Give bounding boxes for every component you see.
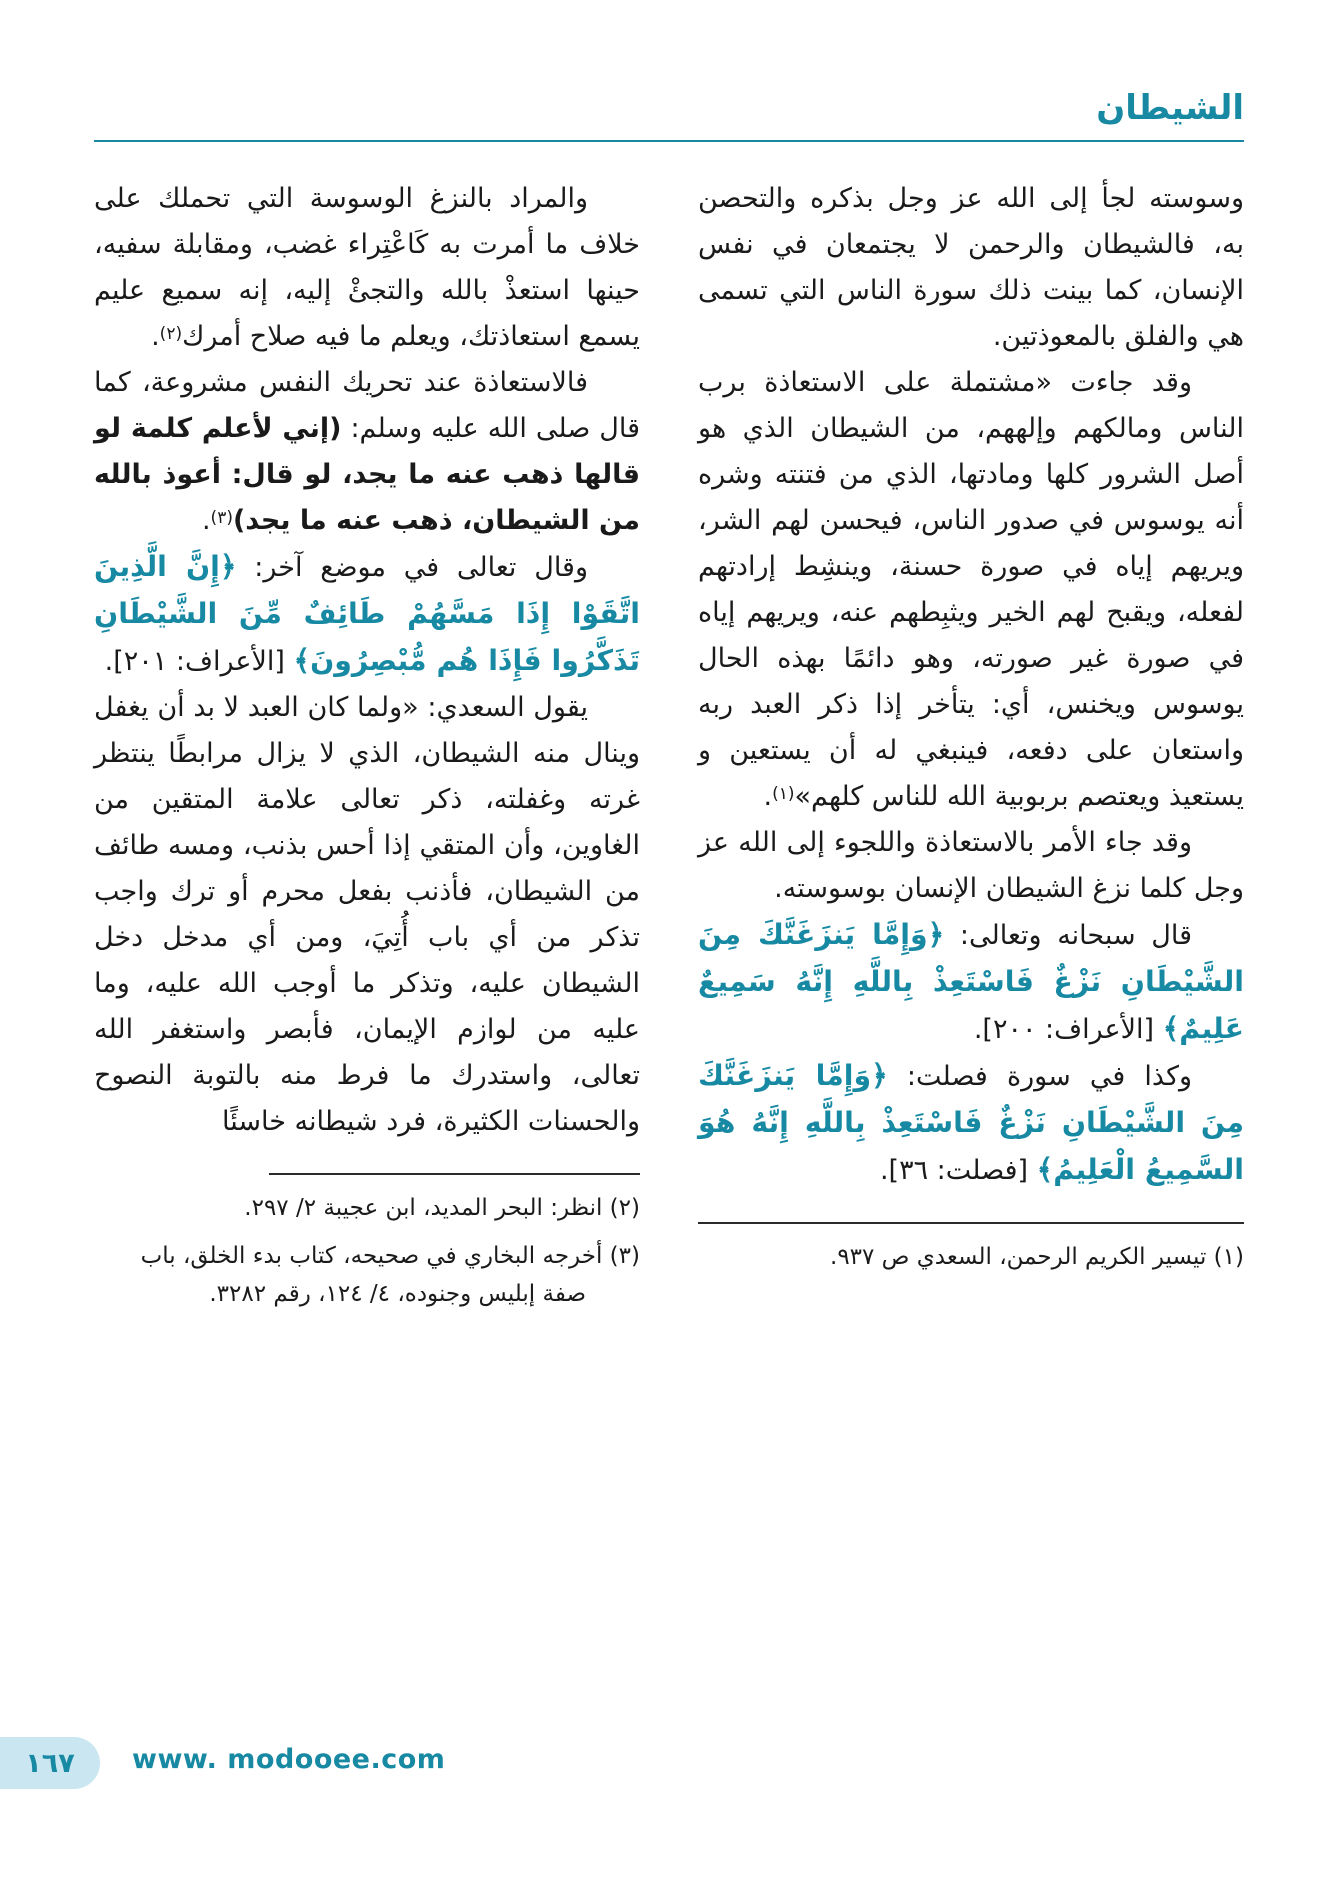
- column-left-body: [94, 176, 640, 1145]
- column-right: [698, 176, 1244, 1276]
- column-left-footnotes: [94, 1189, 640, 1313]
- footnote-marker: (٢): [159, 324, 183, 344]
- text-segment: والمراد بالنزغ الوسوسة التي تحملك على خلاف ما أمرت به كَاعْتِراء غضب، ومقابلة سفيه، حينها استعذْ بالله والتجئْ إليه، إنه سميع عليم يسمع استعاذتك، ويعلم ما فيه صلاح أمرك: [94, 183, 640, 352]
- footnote-rule-left: [269, 1173, 640, 1175]
- text-segment: .: [201, 505, 211, 536]
- paragraph: [698, 820, 1244, 912]
- quran-verse: ﴿إِنَّ الَّذِينَ اتَّقَوْا إِذَا مَسَّهُمْ طَائِفٌ مِّنَ الشَّيْطَانِ تَذَكَّرُوا فَإِذَا هُم مُّبْصِرُونَ﴾: [94, 550, 640, 677]
- text-segment: يقول السعدي: «ولما كان العبد لا بد أن يغفل وينال منه الشيطان، الذي لا يزال مرابطًا ينتظر غرته وغفلته، ذكر تعالى علامة المتقين من الغاوين، وأن المتقي إذا أحس بذنب، ومسه طائف من الشيطان، فأذنب بفعل محرم أو ترك واجب تذكر من أي باب أُتِيَ، ومن أي مدخل دخل الشيطان عليه، وتذكر ما أوجب الله عليه، وما عليه من لوازم الإيمان، فأبصر واستغفر الله تعالى، واستدرك ما فرط منه بالتوبة النصوح والحسنات الكثيرة، فرد شيطانه خاسئًا: [94, 692, 640, 1137]
- footnote-marker: (٣): [210, 508, 233, 528]
- quran-verse: ﴿وَإِمَّا يَنزَغَنَّكَ مِنَ الشَّيْطَانِ نَزْغٌ فَاسْتَعِذْ بِاللَّهِ إِنَّهُ هُوَ السَّمِيعُ الْعَلِيمُ﴾: [698, 1059, 1244, 1186]
- footnote-marker: (٣): [602, 1243, 640, 1269]
- paragraph: [698, 912, 1244, 1053]
- paragraph: [94, 685, 640, 1145]
- footnote-text: تيسير الكريم الرحمن، السعدي ص ٩٣٧.: [830, 1244, 1207, 1270]
- footnote-marker: (١): [1206, 1244, 1244, 1270]
- page-content: [94, 88, 1244, 1313]
- text-segment: قال سبحانه وتعالى:: [944, 920, 1193, 951]
- paragraph: [94, 544, 640, 685]
- hadith-text: (إني لأعلم كلمة لو قالها ذهب عنه ما يجد، لو قال: أعوذ بالله من الشيطان، ذهب عنه ما يجد): [94, 413, 640, 536]
- text-segment: [الأعراف: ٢٠٠].: [973, 1014, 1163, 1045]
- text-segment: .: [151, 321, 160, 352]
- text-segment: .: [763, 781, 773, 812]
- text-segment: [الأعراف: ٢٠١].: [104, 646, 294, 677]
- page-header: [94, 88, 1244, 142]
- content-columns: [94, 176, 1244, 1313]
- text-segment: وسوسته لجأ إلى الله عز وجل بذكره والتحصن به، فالشيطان والرحمن لا يجتمعان في نفس الإنسان، كما بينت ذلك سورة الناس التي تسمى هي والفلق بالمعوذتين.: [698, 183, 1244, 352]
- text-segment: [فصلت: ٣٦].: [879, 1155, 1037, 1186]
- footnote: [94, 1237, 640, 1313]
- footnote-marker: (١): [772, 784, 795, 804]
- footnote-rule-right: [698, 1222, 1244, 1224]
- page-title: الشيطان: [1096, 88, 1244, 128]
- paragraph: [698, 176, 1244, 360]
- paragraph: [94, 176, 640, 360]
- footnote: [698, 1238, 1244, 1276]
- quran-verse: ﴿وَإِمَّا يَنزَغَنَّكَ مِنَ الشَّيْطَانِ نَزْغٌ فَاسْتَعِذْ بِاللَّهِ إِنَّهُ سَمِيعٌ عَلِيمٌ﴾: [698, 918, 1244, 1045]
- column-left: [94, 176, 640, 1313]
- text-segment: فالاستعاذة عند تحريك النفس مشروعة، كما قال صلى الله عليه وسلم:: [94, 367, 640, 444]
- footnote-text: أخرجه البخاري في صحيحه، كتاب بدء الخلق، باب صفة إبليس وجنوده، ٤/ ١٢٤، رقم ٣٢٨٢.: [140, 1243, 603, 1307]
- text-segment: وقد جاء الأمر بالاستعاذة واللجوء إلى الله عز وجل كلما نزغ الشيطان الإنسان بوسوسته.: [698, 827, 1244, 904]
- footnote-text: انظر: البحر المديد، ابن عجيبة ٢/ ٢٩٧.: [244, 1195, 603, 1221]
- column-right-body: [698, 176, 1244, 1194]
- text-segment: وكذا في سورة فصلت:: [887, 1061, 1192, 1092]
- website-link[interactable]: www. modooee.com: [132, 1744, 446, 1775]
- text-segment: وقد جاءت «مشتملة على الاستعاذة برب الناس ومالكهم وإلههم، من الشيطان الذي هو أصل الشرور كلها ومادتها، الذي من فتنته وشره أنه يوسوس في صدور الناس، فيحسن لهم الشر، ويريهم إياه في صورة حسنة، وينشِط إرادتهم لفعله، ويقبح لهم الخير ويثبِطهم عنه، ويريهم إياه في صورة غير صورته، وهو دائمًا بهذه الحال يوسوس ويخنس، أي: يتأخر إذا ذكر العبد ربه واستعان على دفعه، فينبغي له أن يستعين و يستعيذ ويعتصم بربوبية الله للناس كلهم»: [698, 367, 1244, 812]
- header-rule: [94, 140, 1244, 142]
- paragraph: [698, 1053, 1244, 1194]
- paragraph: [94, 360, 640, 544]
- column-right-footnotes: [698, 1238, 1244, 1276]
- text-segment: وقال تعالى في موضع آخر:: [236, 552, 588, 583]
- footnote-marker: (٢): [602, 1195, 640, 1221]
- page-number: ١٦٧: [25, 1747, 75, 1779]
- footnote: [94, 1189, 640, 1227]
- page-number-tab: [0, 1737, 100, 1789]
- paragraph: [698, 360, 1244, 820]
